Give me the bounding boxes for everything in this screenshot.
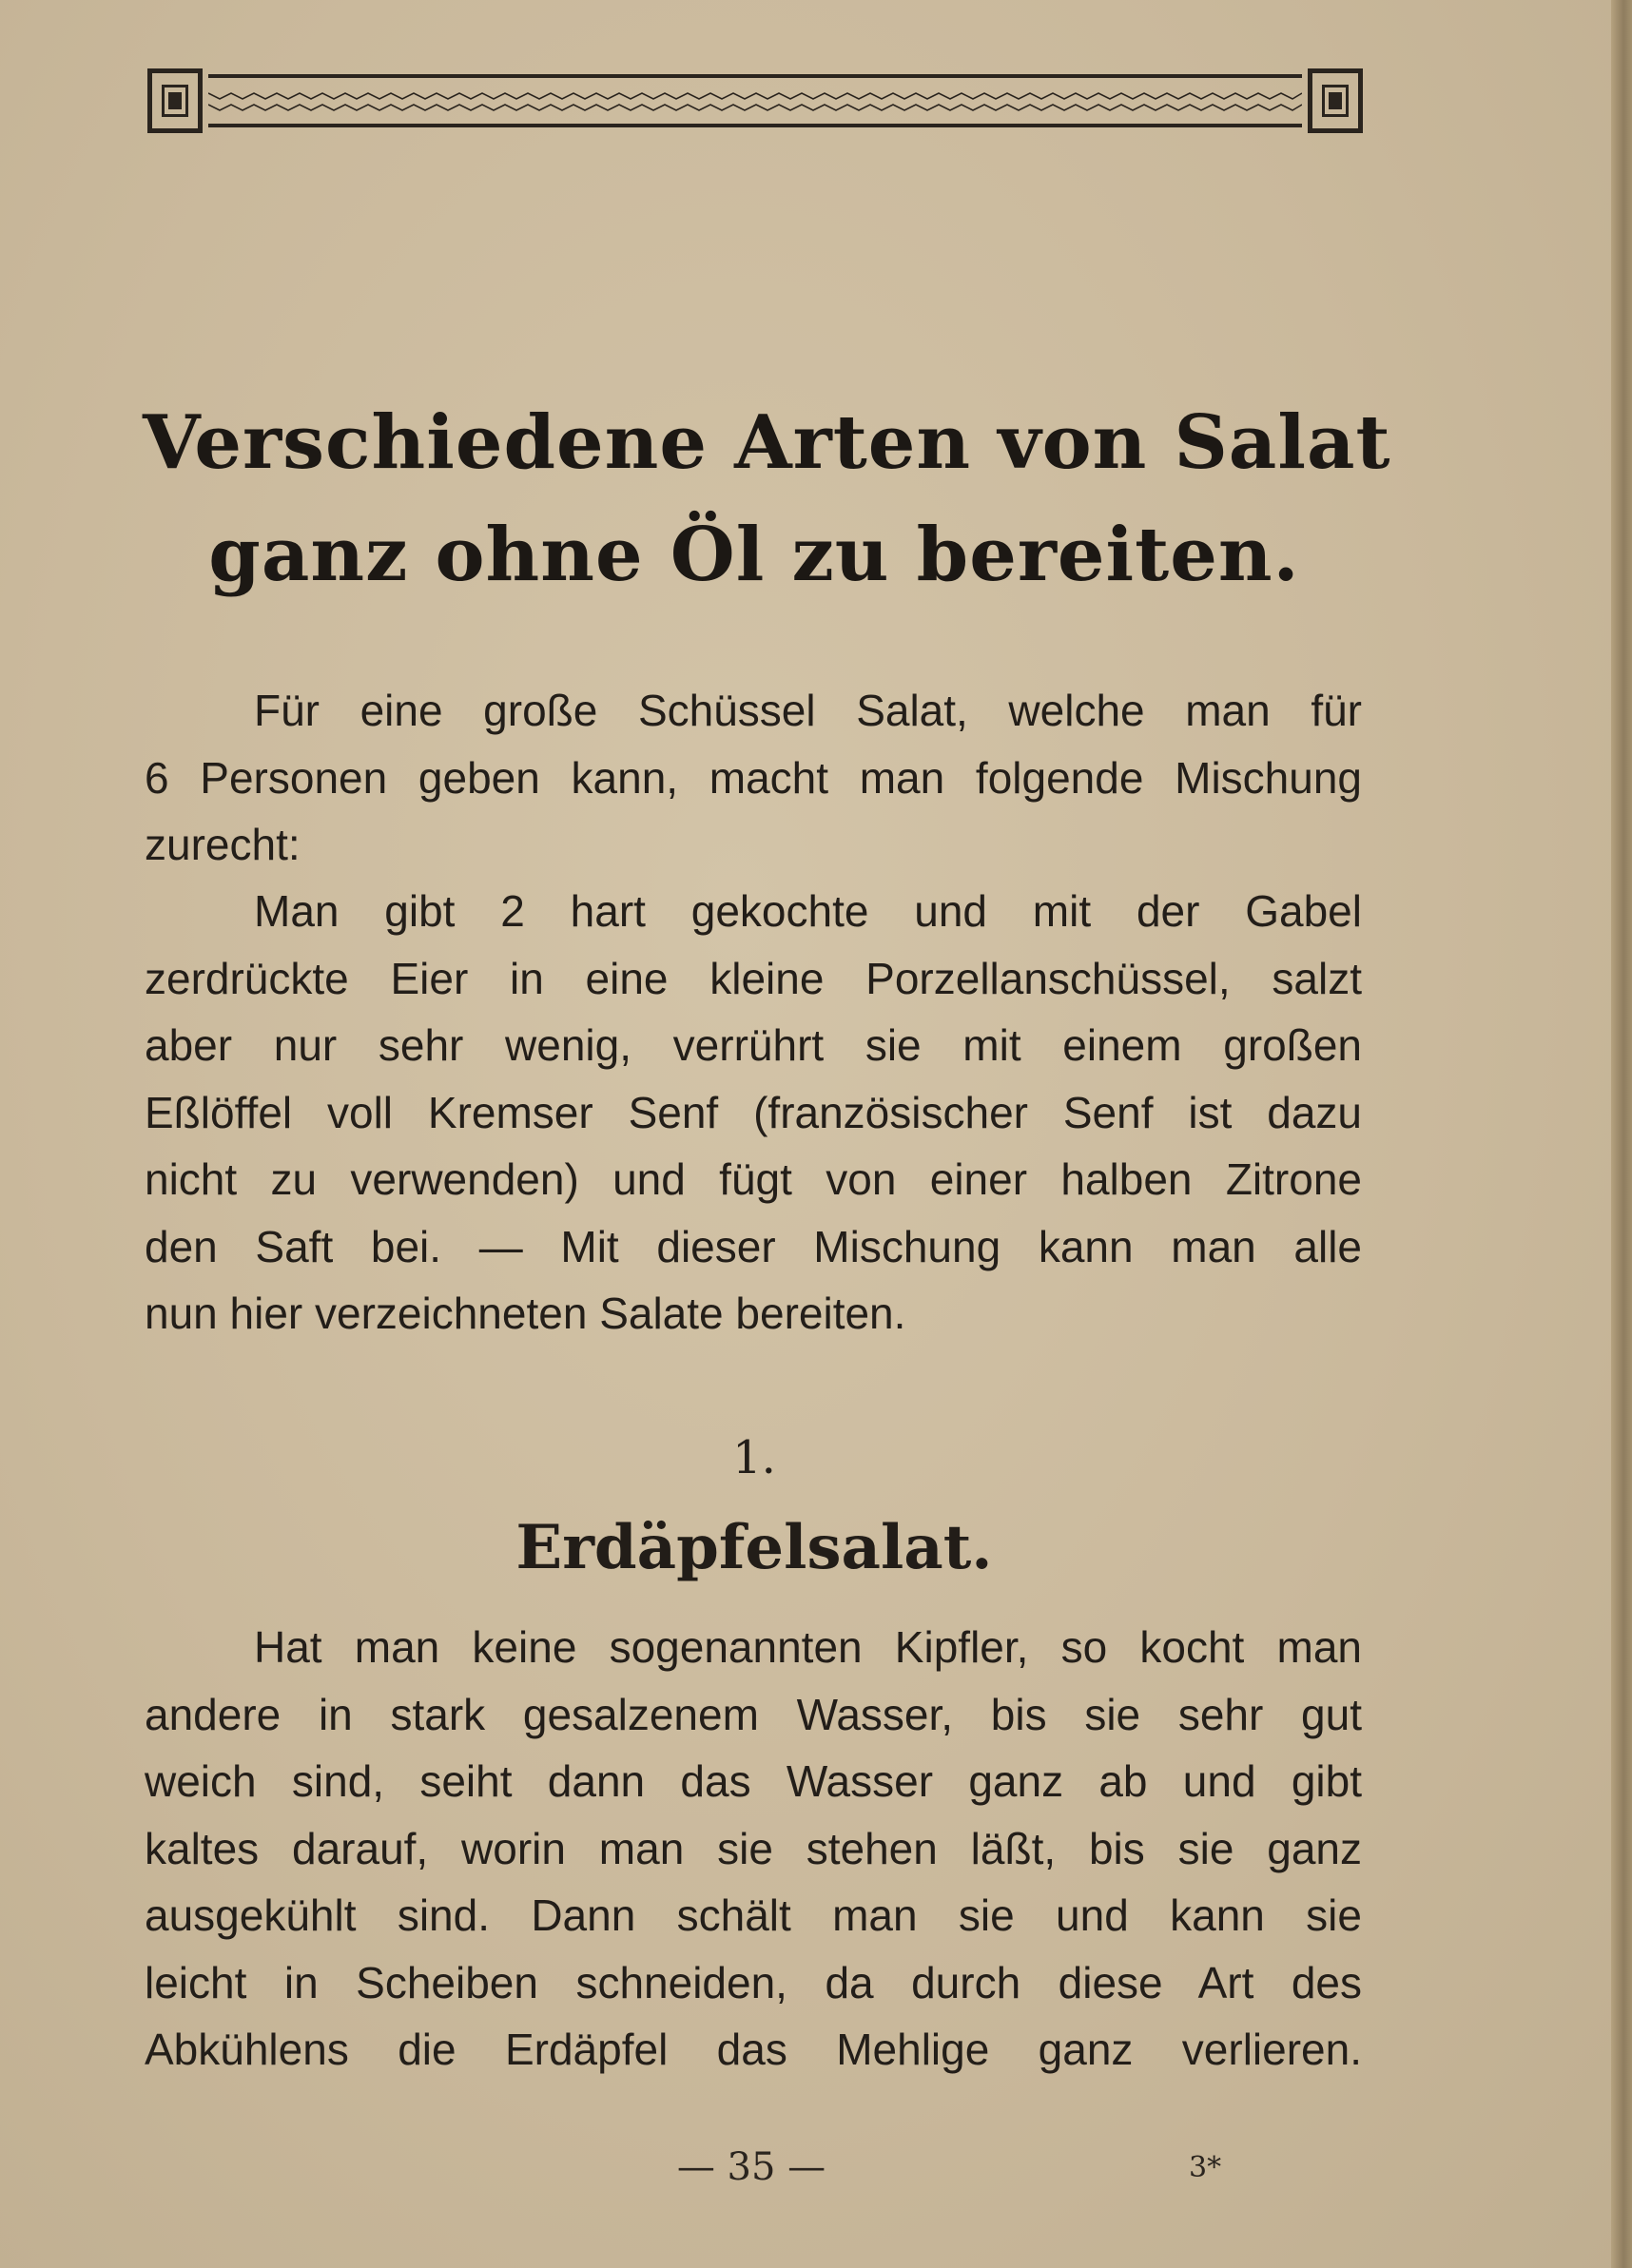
page-title-line-1: Verschiedene Arten von Salat [143, 399, 1391, 486]
text-line: nicht zu verwenden) und fügt von einer halben Zitrone [145, 1154, 1362, 1204]
text-line: zerdrückte Eier in eine kleine Porzellanschüssel, salzt [145, 953, 1362, 1003]
signature-mark: 3* [1189, 2151, 1222, 2184]
text-line: kaltes darauf, worin man sie stehen läßt, bis sie ganz [145, 1823, 1362, 1873]
text-line: ausgekühlt sind. Dann schält man sie und kann sie [145, 1890, 1362, 1940]
header-ornament [147, 68, 1363, 139]
section-paragraph [145, 1614, 1362, 2084]
text-line: Man gibt 2 hart gekochte und mit der Gabel [254, 886, 1362, 936]
text-line: leicht in Scheiben schneiden, da durch diese Art des [145, 1957, 1362, 2007]
ornament-left-square [147, 68, 203, 133]
page-number: — 35 — [676, 2145, 826, 2189]
intro-paragraph-1 [145, 677, 1362, 879]
text-line: weich sind, seiht dann das Wasser ganz ab und gibt [145, 1756, 1362, 1806]
text-line: nun hier verzeichneten Salate bereiten. [145, 1289, 906, 1338]
ornament-right-square [1308, 68, 1363, 133]
text-line: Eßlöffel voll Kremser Senf (französischer Senf ist dazu [145, 1087, 1362, 1137]
intro-paragraph-2 [145, 878, 1362, 1347]
text-line: zurecht: [145, 820, 301, 869]
text-line: aber nur sehr wenig, verrührt sie mit einem großen [145, 1020, 1362, 1070]
section-number: 1. [732, 1431, 776, 1484]
ornament-zigzag [208, 87, 1302, 116]
section-heading: Erdäpfelsalat. [515, 1512, 993, 1583]
text-line: Für eine große Schüssel Salat, welche man für [254, 686, 1362, 735]
text-line: 6 Personen geben kann, macht man folgende Mischung [145, 752, 1362, 803]
text-line: Abkühlens die Erdäpfel das Mehlige ganz verlieren. [145, 2025, 1362, 2074]
page-title-line-2: ganz ohne Öl zu bereiten. [208, 512, 1300, 598]
text-line: Hat man keine sogenannten Kipfler, so kocht man [254, 1622, 1362, 1672]
text-line: andere in stark gesalzenem Wasser, bis sie sehr gut [145, 1689, 1362, 1739]
page-edge-shadow [1611, 0, 1632, 2268]
text-line: den Saft bei. — Mit dieser Mischung kann man alle [145, 1221, 1362, 1271]
